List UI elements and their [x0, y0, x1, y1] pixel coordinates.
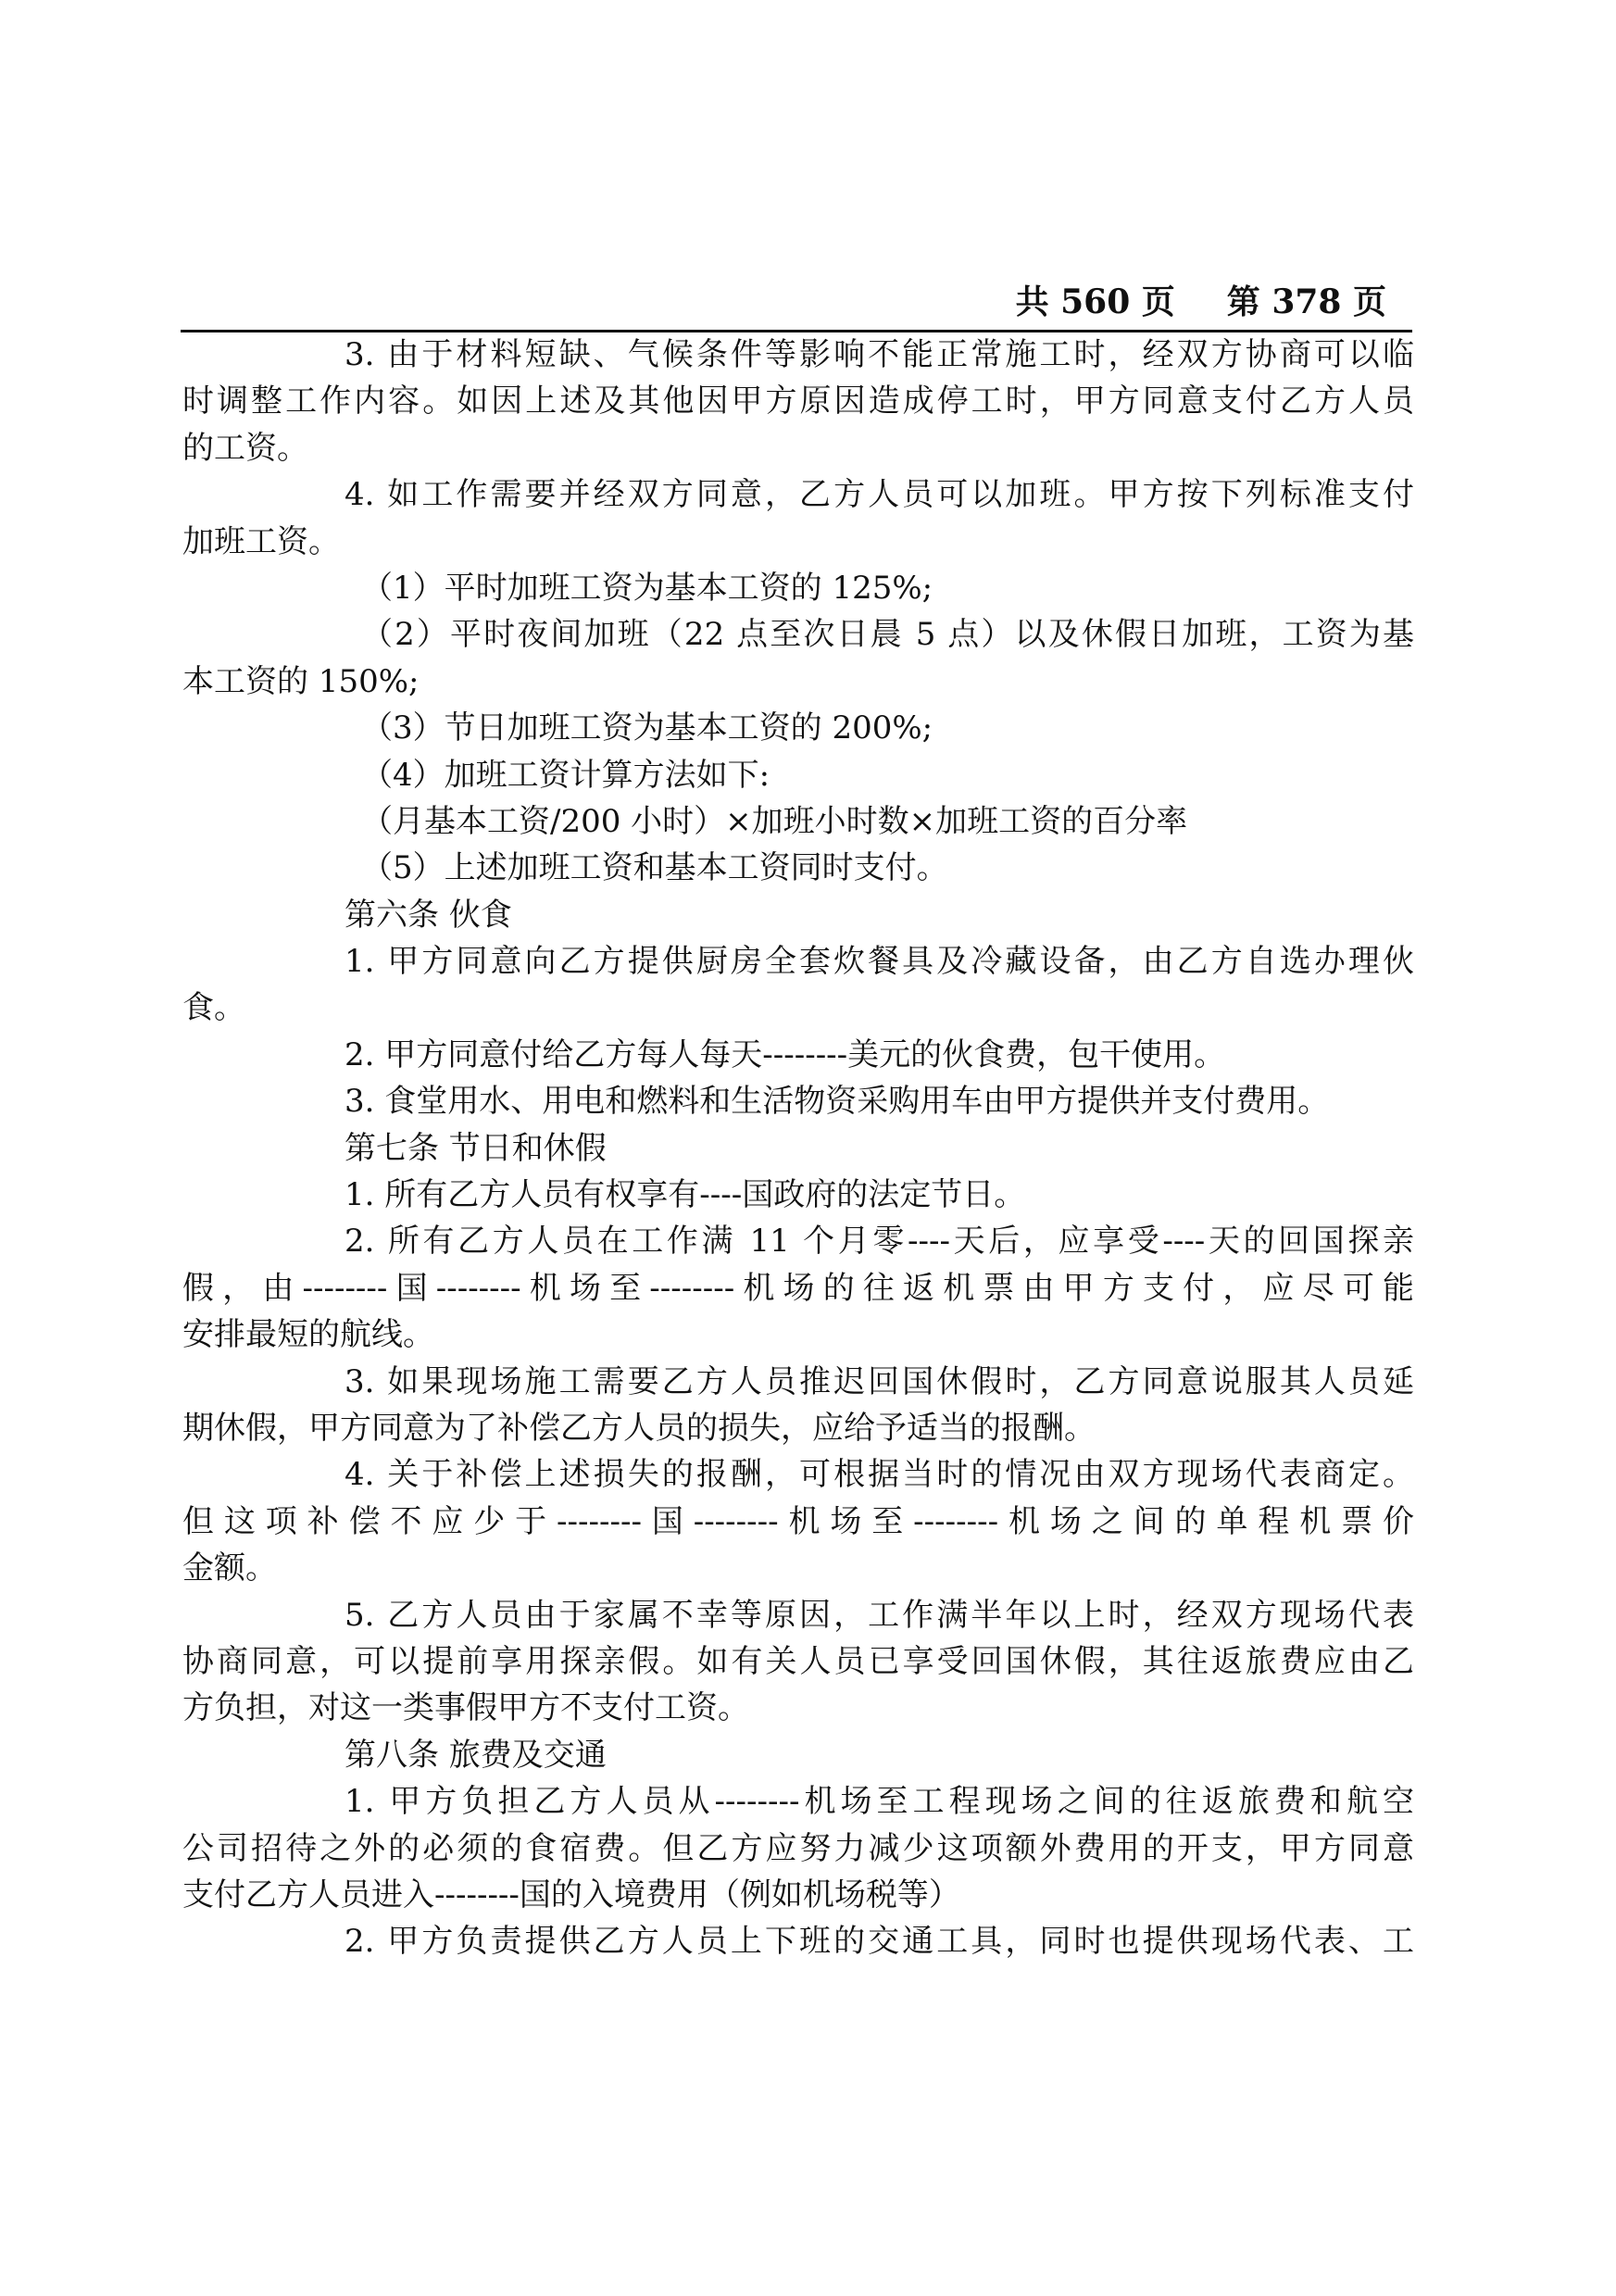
section-heading: 第六条 伙食 [344, 896, 512, 934]
paragraph-line: 1. 甲方同意向乙方提供厨房全套炊餐具及冷藏设备，由乙方自选办理伙 [344, 943, 1414, 981]
paragraph-line: （4）加班工资计算方法如下: [361, 756, 770, 794]
paragraph-line: 5. 乙方人员由于家属不幸等原因，工作满半年以上时，经双方现场代表 [344, 1596, 1414, 1634]
page-counter [1016, 280, 1386, 324]
total-pages: 共 560 页 [1015, 282, 1175, 321]
paragraph-line: 协商同意，可以提前享用探亲假。如有关人员已享受回国休假，其往返旅费应由乙 [182, 1642, 1414, 1680]
paragraph-line: 本工资的 150%; [182, 662, 420, 700]
paragraph-line: 安排最短的航线。 [182, 1316, 434, 1354]
paragraph-line: （5）上述加班工资和基本工资同时支付。 [361, 849, 948, 887]
paragraph-line: 1. 所有乙方人员有权享有----国政府的法定节日。 [344, 1176, 1026, 1214]
paragraph-line: （2）平时夜间加班（22 点至次日晨 5 点）以及休假日加班，工资为基 [361, 616, 1414, 654]
paragraph-line: 食。 [182, 989, 245, 1027]
formula-line: （月基本工资/200 小时）×加班小时数×加班工资的百分率 [361, 802, 1188, 840]
paragraph-line: 假，由--------国--------机场至--------机场的往返机票由甲方支付，应尽可能 [182, 1269, 1414, 1307]
paragraph-line: 加班工资。 [182, 522, 340, 560]
paragraph-line: 3. 食堂用水、用电和燃料和生活物资采购用车由甲方提供并支付费用。 [344, 1083, 1330, 1121]
paragraph-line: 支付乙方人员进入--------国的入境费用（例如机场税等） [182, 1876, 960, 1913]
paragraph-line: 金额。 [182, 1549, 277, 1587]
paragraph-line: 公司招待之外的必须的食宿费。但乙方应努力减少这项额外费用的开支，甲方同意 [182, 1829, 1414, 1867]
paragraph-line: 2. 所有乙方人员在工作满 11 个月零----天后，应享受----天的回国探亲 [344, 1223, 1414, 1261]
paragraph-line: 3. 由于材料短缺、气候条件等影响不能正常施工时，经双方协商可以临 [344, 336, 1414, 373]
paragraph-line: 期休假，甲方同意为了补偿乙方人员的损失，应给予适当的报酬。 [182, 1409, 1096, 1447]
paragraph-line: 3. 如果现场施工需要乙方人员推迟回国休假时，乙方同意说服其人员延 [344, 1362, 1414, 1400]
paragraph-line: （1）平时加班工资为基本工资的 125%; [361, 569, 933, 607]
paragraph-line: 时调整工作内容。如因上述及其他因甲方原因造成停工时，甲方同意支付乙方人员 [182, 383, 1414, 420]
paragraph-line: 2. 甲方负责提供乙方人员上下班的交通工具，同时也提供现场代表、工 [344, 1923, 1414, 1961]
document-body [182, 332, 1414, 1965]
paragraph-line: 1. 甲方负担乙方人员从--------机场至工程现场之间的往返旅费和航空 [344, 1783, 1414, 1821]
paragraph-line: （3）节日加班工资为基本工资的 200%; [361, 709, 933, 747]
paragraph-line: 4. 如工作需要并经双方同意，乙方人员可以加班。甲方按下列标准支付 [344, 476, 1414, 514]
section-heading: 第八条 旅费及交通 [344, 1736, 607, 1774]
current-page: 第 378 页 [1226, 282, 1386, 321]
paragraph-line: 4. 关于补偿上述损失的报酬，可根据当时的情况由双方现场代表商定。 [344, 1456, 1414, 1494]
paragraph-line: 方负担，对这一类事假甲方不支付工资。 [182, 1689, 749, 1727]
paragraph-line: 但这项补偿不应少于--------国--------机场至--------机场之间的单程机票价 [182, 1502, 1414, 1540]
paragraph-line: 2. 甲方同意付给乙方每人每天--------美元的伙食费，包干使用。 [344, 1035, 1226, 1073]
page-header [181, 278, 1412, 332]
section-heading: 第七条 节日和休假 [344, 1129, 607, 1167]
paragraph-line: 的工资。 [182, 429, 308, 467]
